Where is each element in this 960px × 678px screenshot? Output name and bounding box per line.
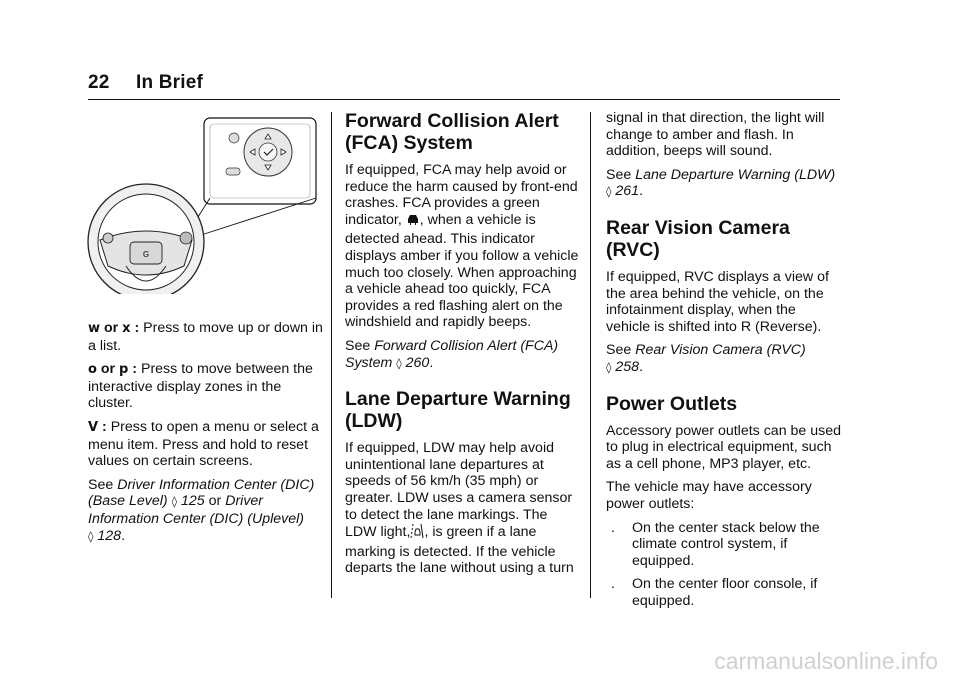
page-ref-icon: ◊ [606,360,612,374]
power-outlets-paragraph-1: Accessory power outlets can be used to plug in electrical equipment, such as a cell phone, MP3 player, etc. [606,422,842,472]
page-ref-icon: ◊ [88,529,94,543]
heading-power-outlets: Power Outlets [606,392,738,415]
left-arrow-icon: o [88,362,97,378]
see-ldw-paragraph [606,167,842,201]
heading-fca: Forward Collision Alert (FCA) System [345,110,559,154]
list-item [606,520,842,570]
checkmark-icon: V [88,419,99,435]
section-title: In Brief [136,72,204,93]
ldw-page[interactable]: 261 [615,183,640,200]
page-ref-icon: ◊ [396,356,402,370]
svg-text:G: G [142,250,150,259]
page-header [88,72,203,94]
rvc-paragraph: If equipped, RVC displays a view of the area behind the vehicle, on the infotainment display, when the vehicle is shifted into R (Reverse). [606,268,829,335]
fca-text-a: If equipped, FCA may help avoid or reduce the harm caused by front-end crashes. FCA provides a green indicator, [345,162,578,228]
colon: : [134,320,140,336]
select-text: Press to open a menu or select a menu item. Press and hold to reset values on certain screens. [88,418,319,470]
dic-uplevel-page[interactable]: 128 [97,527,122,544]
list-item-text: On the center stack below the climate control system, if equipped. [632,519,820,569]
page-ref-icon: ◊ [606,185,612,199]
column-divider-2 [590,112,591,598]
up-down-text: Press to move up or down in a list. [88,320,323,354]
see-label: See [345,337,371,354]
ldw-text-a: If equipped, LDW may help avoid unintentional lane departures at speeds of 56 km/h (35 mph) or greater. LDW uses a camera sensor to detect the lane markings. The LDW light, [345,440,573,541]
header-rule [88,99,840,100]
or-label: or [103,320,119,336]
list-item [606,576,842,609]
select-paragraph [88,419,324,470]
heading-rvc: Rear Vision Camera (RVC) [606,216,790,261]
column-1 [88,320,324,552]
bullet-mark: . [611,576,615,593]
ldw-link[interactable]: Lane Departure Warning (LDW) [635,166,836,183]
or-label: or [100,361,116,378]
column-2 [345,110,580,584]
see-label: See [606,342,632,359]
period: . [639,183,644,200]
left-right-paragraph [88,361,324,412]
ldw-text-b: , is green if a lane marking is detected. If the vehicle departs the lane without using a turn [345,524,574,577]
lane-departure-icon [410,523,424,544]
see-label: See [88,476,114,493]
column-divider-1 [331,112,332,598]
see-dic-paragraph [88,477,324,545]
see-label: See [606,166,632,183]
dic-base-link[interactable]: Driver Information Center (DIC) (Base Level) [88,476,315,510]
see-fca-paragraph [345,338,580,372]
period: . [121,527,126,544]
rvc-link[interactable]: Rear Vision Camera (RVC) [635,342,806,359]
ldw-continued-paragraph: signal in that direction, the light will change to amber and flash. In addition, beeps will sound. [606,110,825,160]
rvc-page[interactable]: 258 [615,358,640,375]
up-arrow-icon: w [88,321,101,336]
page-ref-icon: ◊ [171,495,178,509]
vehicle-ahead-icon [406,213,420,232]
fca-link[interactable]: Forward Collision Alert (FCA) System [345,337,559,371]
power-outlets-list [606,520,842,610]
up-down-paragraph [88,320,324,354]
dic-base-page[interactable]: 125 [181,493,205,510]
or-text: or [208,493,222,510]
colon: : [132,361,138,378]
ldw-paragraph [345,440,580,577]
steering-wheel-illustration [86,114,318,294]
right-arrow-icon: p [119,362,129,378]
page-number: 22 [88,72,110,93]
colon: : [102,418,107,435]
dic-uplevel-link[interactable]: Driver Information Center (DIC) (Uplevel) [88,493,305,527]
period: . [429,354,434,371]
down-arrow-icon: x [122,321,131,336]
heading-ldw: Lane Departure Warning (LDW) [345,388,571,433]
fca-text-b: , when a vehicle is detected ahead. This indicator displays amber if you follow a vehicle much too closely. When approaching a vehicle ahead too quickly, FCA provides a red flashing alert on the windshield and rapidly beeps. [345,211,579,331]
see-rvc-paragraph [606,342,842,376]
fca-paragraph [345,162,580,331]
watermark: carmanualsonline.info [714,648,938,674]
bullet-mark: . [611,519,615,536]
period: . [639,358,644,375]
left-right-text: Press to move between the interactive display zones in the cluster. [88,361,313,412]
column-3 [606,110,842,616]
power-outlets-paragraph-2: The vehicle may have accessory power outlets: [606,479,812,512]
list-item-text: On the center floor console, if equipped. [632,576,818,609]
fca-page[interactable]: 260 [405,354,430,371]
